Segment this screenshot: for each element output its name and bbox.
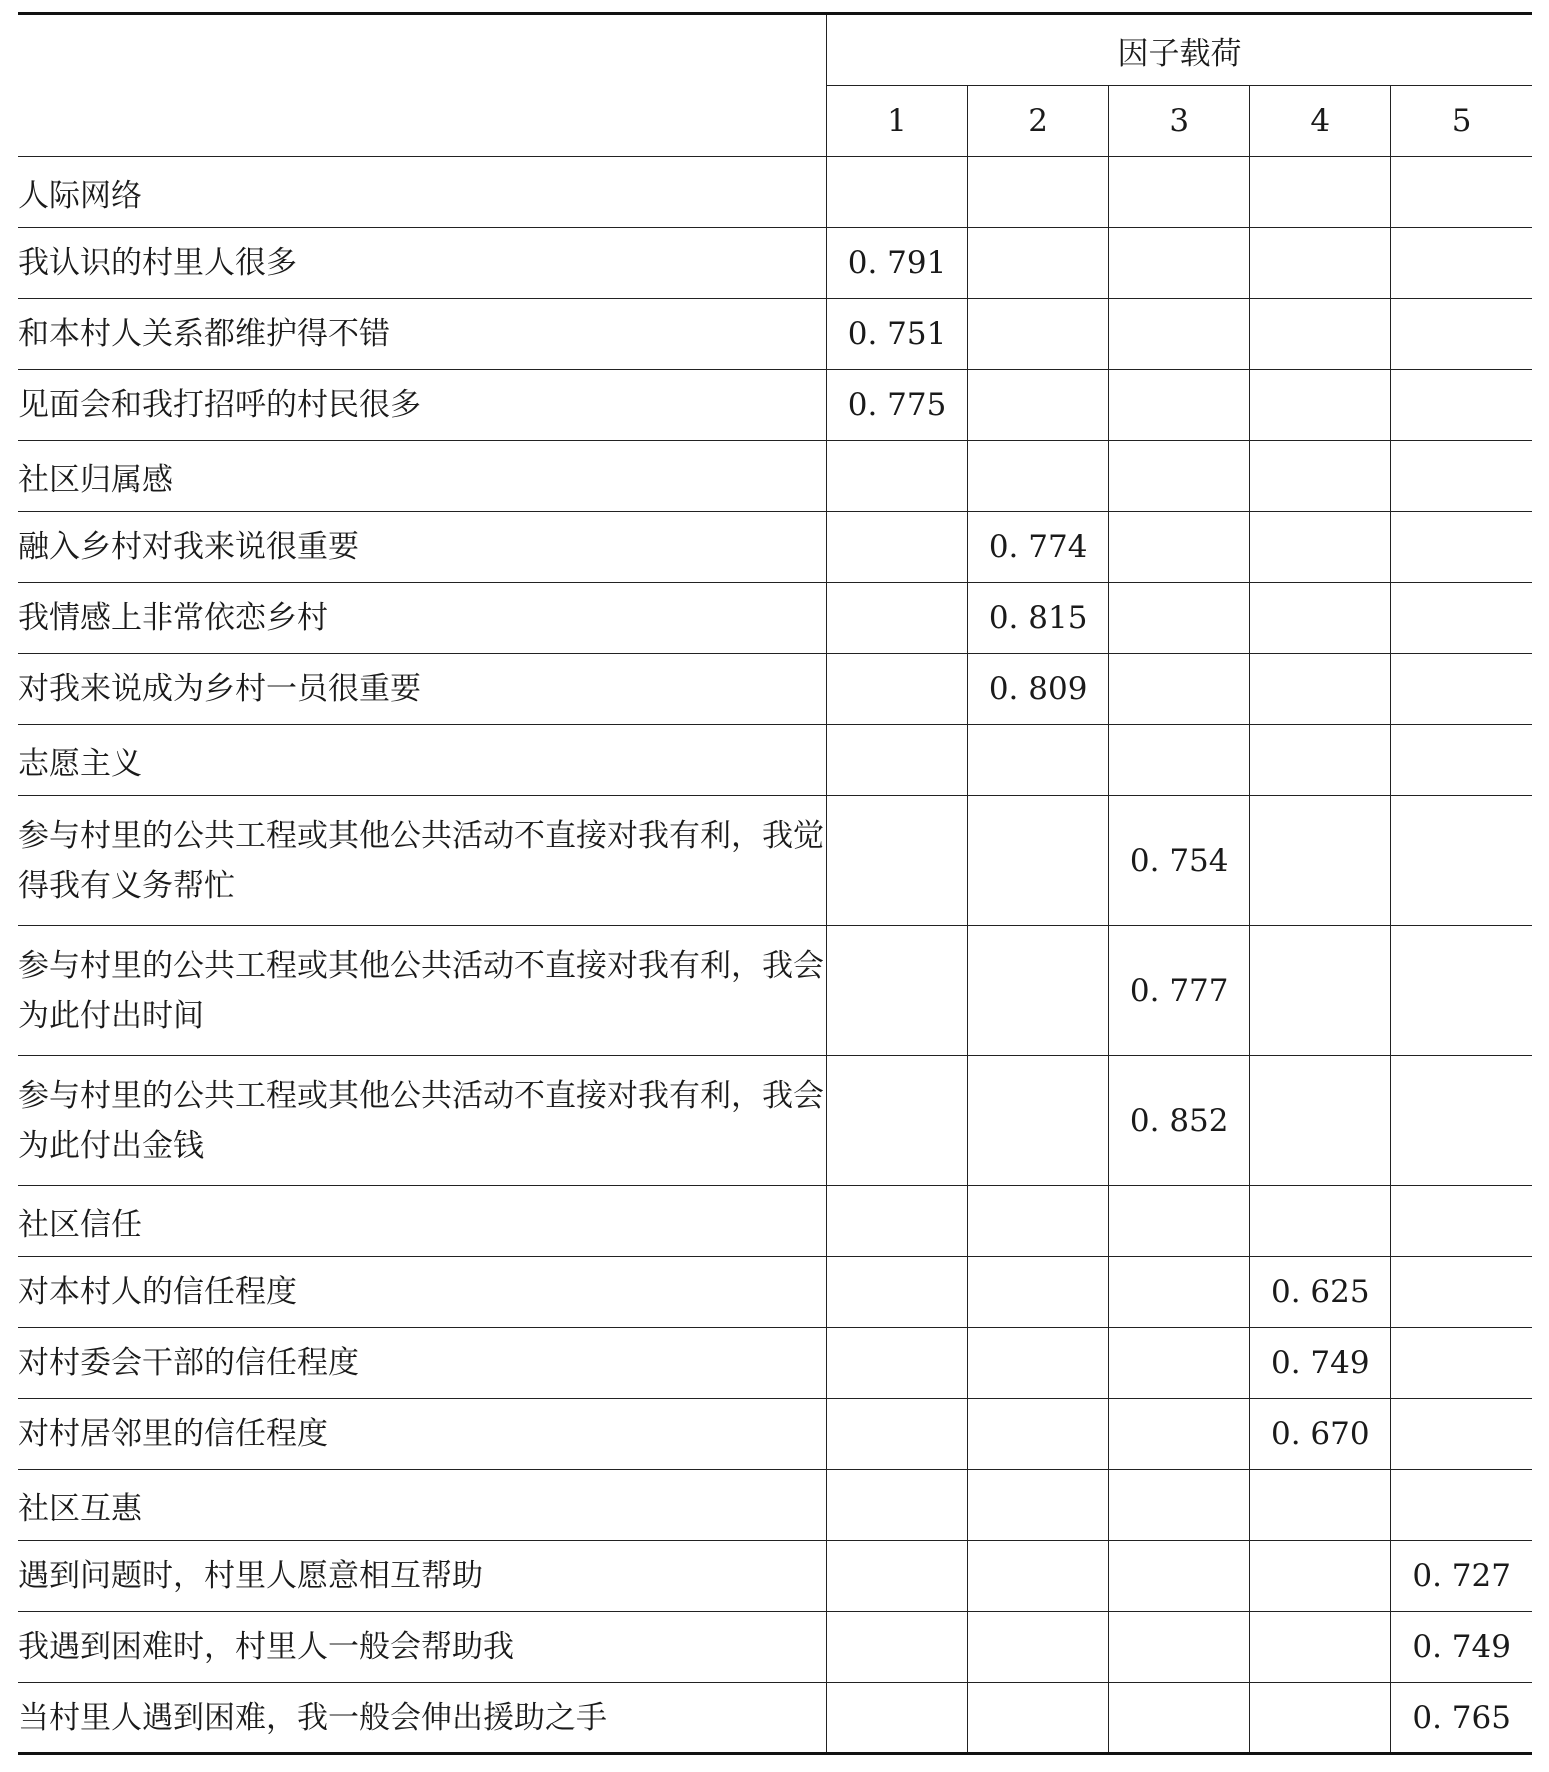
table-row bbox=[18, 1612, 1532, 1683]
empty-cell bbox=[1391, 1056, 1532, 1186]
empty-cell bbox=[968, 1541, 1109, 1612]
loading-value: 0. 775 bbox=[827, 370, 968, 441]
table-row bbox=[18, 299, 1532, 370]
header-factor-4: 4 bbox=[1250, 86, 1391, 157]
empty-cell bbox=[827, 1186, 968, 1257]
empty-cell bbox=[1391, 228, 1532, 299]
item-label: 我认识的村里人很多 bbox=[18, 228, 827, 299]
loading-value: 0. 791 bbox=[827, 228, 968, 299]
empty-cell bbox=[1250, 370, 1391, 441]
empty-cell bbox=[1391, 583, 1532, 654]
empty-cell bbox=[1391, 1186, 1532, 1257]
loading-value: 0. 809 bbox=[968, 654, 1109, 725]
item-label: 当村里人遇到困难，我一般会伸出援助之手 bbox=[18, 1683, 827, 1754]
header-factor-loading: 因子载荷 bbox=[827, 14, 1533, 86]
item-label: 融入乡村对我来说很重要 bbox=[18, 512, 827, 583]
empty-cell bbox=[1109, 370, 1250, 441]
loading-value: 0. 754 bbox=[1109, 796, 1250, 926]
table-row bbox=[18, 1056, 1532, 1186]
empty-cell bbox=[1109, 512, 1250, 583]
empty-cell bbox=[1109, 583, 1250, 654]
group-row bbox=[18, 725, 1532, 796]
loading-value: 0. 774 bbox=[968, 512, 1109, 583]
empty-cell bbox=[968, 157, 1109, 228]
item-label: 对村居邻里的信任程度 bbox=[18, 1399, 827, 1470]
table-row bbox=[18, 1541, 1532, 1612]
empty-cell bbox=[1250, 1470, 1391, 1541]
empty-cell bbox=[1250, 512, 1391, 583]
loading-value: 0. 751 bbox=[827, 299, 968, 370]
table-row bbox=[18, 512, 1532, 583]
item-label: 我情感上非常依恋乡村 bbox=[18, 583, 827, 654]
empty-cell bbox=[1391, 1470, 1532, 1541]
table-row bbox=[18, 1328, 1532, 1399]
empty-cell bbox=[827, 926, 968, 1056]
empty-cell bbox=[1109, 299, 1250, 370]
empty-cell bbox=[968, 1470, 1109, 1541]
empty-cell bbox=[1391, 926, 1532, 1056]
empty-cell bbox=[1391, 654, 1532, 725]
empty-cell bbox=[1250, 441, 1391, 512]
empty-cell bbox=[827, 441, 968, 512]
empty-cell bbox=[1109, 1399, 1250, 1470]
empty-cell bbox=[827, 583, 968, 654]
table-row bbox=[18, 228, 1532, 299]
loading-value: 0. 727 bbox=[1391, 1541, 1532, 1612]
empty-cell bbox=[1391, 1399, 1532, 1470]
empty-cell bbox=[968, 725, 1109, 796]
item-label: 和本村人关系都维护得不错 bbox=[18, 299, 827, 370]
empty-cell bbox=[827, 1328, 968, 1399]
loading-value: 0. 765 bbox=[1391, 1683, 1532, 1754]
table-row bbox=[18, 1683, 1532, 1754]
loading-value: 0. 749 bbox=[1250, 1328, 1391, 1399]
empty-cell bbox=[1391, 441, 1532, 512]
empty-cell bbox=[827, 654, 968, 725]
item-label: 我遇到困难时，村里人一般会帮助我 bbox=[18, 1612, 827, 1683]
empty-cell bbox=[1391, 1257, 1532, 1328]
empty-cell bbox=[1109, 157, 1250, 228]
empty-cell bbox=[968, 370, 1109, 441]
table-row bbox=[18, 796, 1532, 926]
empty-cell bbox=[827, 157, 968, 228]
empty-cell bbox=[968, 1399, 1109, 1470]
header-factor-2: 2 bbox=[968, 86, 1109, 157]
group-row bbox=[18, 1470, 1532, 1541]
header-corner-cell bbox=[18, 14, 827, 157]
empty-cell bbox=[827, 725, 968, 796]
header-row-super bbox=[18, 14, 1532, 86]
factor-loading-table bbox=[18, 12, 1532, 1755]
empty-cell bbox=[968, 1612, 1109, 1683]
empty-cell bbox=[1250, 228, 1391, 299]
empty-cell bbox=[1250, 1056, 1391, 1186]
item-label: 见面会和我打招呼的村民很多 bbox=[18, 370, 827, 441]
empty-cell bbox=[1109, 1328, 1250, 1399]
table-row bbox=[18, 370, 1532, 441]
empty-cell bbox=[1250, 926, 1391, 1056]
empty-cell bbox=[1250, 583, 1391, 654]
loading-value: 0. 670 bbox=[1250, 1399, 1391, 1470]
empty-cell bbox=[968, 796, 1109, 926]
loading-value: 0. 852 bbox=[1109, 1056, 1250, 1186]
empty-cell bbox=[1109, 1186, 1250, 1257]
empty-cell bbox=[1109, 725, 1250, 796]
empty-cell bbox=[1109, 1683, 1250, 1754]
header-factor-1: 1 bbox=[827, 86, 968, 157]
empty-cell bbox=[827, 512, 968, 583]
item-label: 对本村人的信任程度 bbox=[18, 1257, 827, 1328]
empty-cell bbox=[1391, 299, 1532, 370]
empty-cell bbox=[1391, 1328, 1532, 1399]
empty-cell bbox=[827, 1056, 968, 1186]
empty-cell bbox=[1391, 370, 1532, 441]
table-row bbox=[18, 1399, 1532, 1470]
empty-cell bbox=[968, 1683, 1109, 1754]
empty-cell bbox=[1250, 1541, 1391, 1612]
empty-cell bbox=[968, 299, 1109, 370]
loading-value: 0. 625 bbox=[1250, 1257, 1391, 1328]
empty-cell bbox=[1109, 654, 1250, 725]
empty-cell bbox=[1250, 157, 1391, 228]
empty-cell bbox=[968, 1186, 1109, 1257]
empty-cell bbox=[1250, 299, 1391, 370]
group-row bbox=[18, 1186, 1532, 1257]
header-factor-5: 5 bbox=[1391, 86, 1532, 157]
item-label: 参与村里的公共工程或其他公共活动不直接对我有利，我会为此付出时间 bbox=[18, 926, 827, 1056]
table-row bbox=[18, 583, 1532, 654]
group-label: 人际网络 bbox=[18, 157, 827, 228]
empty-cell bbox=[827, 796, 968, 926]
item-label: 对我来说成为乡村一员很重要 bbox=[18, 654, 827, 725]
empty-cell bbox=[968, 926, 1109, 1056]
empty-cell bbox=[827, 1399, 968, 1470]
group-label: 社区互惠 bbox=[18, 1470, 827, 1541]
item-label: 遇到问题时，村里人愿意相互帮助 bbox=[18, 1541, 827, 1612]
empty-cell bbox=[1109, 228, 1250, 299]
loading-value: 0. 777 bbox=[1109, 926, 1250, 1056]
empty-cell bbox=[1250, 1612, 1391, 1683]
empty-cell bbox=[1250, 1186, 1391, 1257]
group-row bbox=[18, 157, 1532, 228]
empty-cell bbox=[968, 1328, 1109, 1399]
empty-cell bbox=[1109, 1257, 1250, 1328]
table-row bbox=[18, 926, 1532, 1056]
empty-cell bbox=[827, 1257, 968, 1328]
table-row bbox=[18, 654, 1532, 725]
empty-cell bbox=[1250, 1683, 1391, 1754]
group-label: 社区信任 bbox=[18, 1186, 827, 1257]
table-row bbox=[18, 1257, 1532, 1328]
loading-value: 0. 749 bbox=[1391, 1612, 1532, 1683]
empty-cell bbox=[827, 1683, 968, 1754]
table-body bbox=[18, 157, 1532, 1754]
item-label: 对村委会干部的信任程度 bbox=[18, 1328, 827, 1399]
empty-cell bbox=[827, 1612, 968, 1683]
group-row bbox=[18, 441, 1532, 512]
empty-cell bbox=[1250, 796, 1391, 926]
empty-cell bbox=[1250, 725, 1391, 796]
empty-cell bbox=[1391, 725, 1532, 796]
empty-cell bbox=[1109, 1541, 1250, 1612]
empty-cell bbox=[1250, 654, 1391, 725]
empty-cell bbox=[968, 441, 1109, 512]
empty-cell bbox=[1391, 796, 1532, 926]
item-label: 参与村里的公共工程或其他公共活动不直接对我有利，我觉得我有义务帮忙 bbox=[18, 796, 827, 926]
header-factor-3: 3 bbox=[1109, 86, 1250, 157]
group-label: 志愿主义 bbox=[18, 725, 827, 796]
empty-cell bbox=[827, 1470, 968, 1541]
item-label: 参与村里的公共工程或其他公共活动不直接对我有利，我会为此付出金钱 bbox=[18, 1056, 827, 1186]
empty-cell bbox=[968, 1056, 1109, 1186]
empty-cell bbox=[968, 228, 1109, 299]
empty-cell bbox=[827, 1541, 968, 1612]
empty-cell bbox=[1109, 1612, 1250, 1683]
empty-cell bbox=[1391, 157, 1532, 228]
empty-cell bbox=[1391, 512, 1532, 583]
loading-value: 0. 815 bbox=[968, 583, 1109, 654]
empty-cell bbox=[1109, 441, 1250, 512]
empty-cell bbox=[968, 1257, 1109, 1328]
group-label: 社区归属感 bbox=[18, 441, 827, 512]
empty-cell bbox=[1109, 1470, 1250, 1541]
